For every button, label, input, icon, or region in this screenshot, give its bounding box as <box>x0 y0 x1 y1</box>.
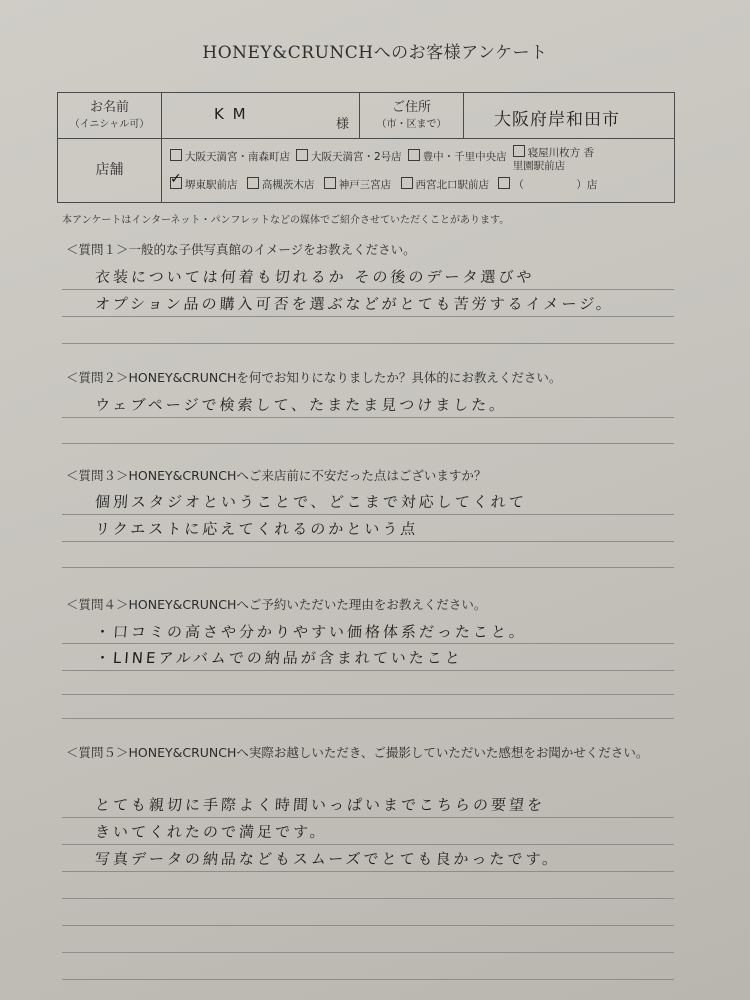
answer-rule <box>62 979 674 980</box>
shop-option-label: 寝屋川枚方 香里園駅前店 <box>512 146 595 172</box>
answer-rule <box>62 694 674 695</box>
checkbox[interactable] <box>513 145 525 157</box>
address-label: ご住所 <box>391 99 431 115</box>
answer-1-line-2: オプション品の購入可否を選ぶなどがとても苦労するイメージ。 <box>94 295 615 313</box>
answer-rule <box>62 898 674 899</box>
answer-1-line-1: 衣装については何着も切れるか その後のデータ選びや <box>94 268 536 286</box>
answer-rule <box>62 925 674 926</box>
shop-option-label: 大阪天満宮・2号店 <box>311 150 402 163</box>
answer-rule <box>62 871 674 872</box>
question-1: ＜質問１＞一般的な子供写真館のイメージをお教えください。 <box>66 242 416 257</box>
checkbox[interactable] <box>247 177 259 189</box>
shop-option[interactable] <box>296 149 402 165</box>
shop-option[interactable] <box>324 177 392 193</box>
answer-5-line-1: とても親切に手際よく時間いっぱいまでこちらの要望を <box>94 796 546 814</box>
address-sublabel: （市・区まで） <box>376 118 447 130</box>
name-value: K M <box>214 105 248 123</box>
question-5: ＜質問５＞HONEY&CRUNCHへ実際お越しいただき、ご撮影していただいた感想をお聞かせください。 <box>66 745 649 760</box>
shop-option[interactable] <box>513 145 597 173</box>
answer-4-line-2: ・LINEアルバムでの納品が含まれていたこと <box>94 649 464 667</box>
checkbox[interactable] <box>408 149 420 161</box>
answer-rule <box>62 343 674 344</box>
name-label: お名前 <box>89 99 129 115</box>
address-label-cell <box>360 93 464 139</box>
address-value-cell <box>464 93 675 139</box>
checkbox[interactable] <box>170 149 182 161</box>
name-sublabel: （イニシャル可） <box>69 118 150 130</box>
answer-rule <box>62 643 674 644</box>
shop-option-label: 神戸三宮店 <box>338 178 392 191</box>
name-suffix: 様 <box>335 117 349 132</box>
publication-notice: 本アンケートはインターネット・パンフレットなどの媒体でご紹介させていただくことがあります。 <box>62 215 510 226</box>
name-label-cell <box>58 93 162 139</box>
answer-5-line-2: きいてくれたので満足です。 <box>94 823 329 841</box>
checkbox[interactable] <box>324 177 336 189</box>
checkbox-checked[interactable] <box>170 177 182 189</box>
checkbox[interactable] <box>401 177 413 189</box>
shop-option-label: 西宮北口駅前店 <box>415 178 490 191</box>
answer-5-line-3: 写真データの納品などもスムーズでとても良かったです。 <box>94 850 561 868</box>
shop-option-label: 豊中・千里中央店 <box>422 150 507 163</box>
shop-option[interactable] <box>247 177 315 193</box>
customer-info-table <box>57 92 675 203</box>
answer-4-line-1: ・口コミの高さや分かりやすい価格体系だったこと。 <box>94 623 528 641</box>
shop-option[interactable] <box>401 177 490 193</box>
shop-option[interactable] <box>170 177 238 193</box>
shop-label: 店舗 <box>95 162 124 178</box>
question-4: ＜質問４＞HONEY&CRUNCHへご予約いただいた理由をお教えください。 <box>66 597 487 612</box>
answer-3-line-2: リクエストに応えてくれるのかという点 <box>94 520 420 538</box>
shop-option-label: 高槻茨木店 <box>261 178 315 191</box>
shop-option-label: 堺東駅前店 <box>185 178 238 191</box>
answer-rule <box>62 443 674 444</box>
shop-option[interactable] <box>498 177 597 193</box>
shop-option[interactable] <box>170 149 290 165</box>
answer-rule <box>62 567 674 568</box>
question-3: ＜質問３＞HONEY&CRUNCHへご来店前に不安だった点はございますか？ <box>66 468 487 483</box>
address-value: 大阪府岸和田市 <box>494 110 620 130</box>
shop-options <box>162 139 675 203</box>
answer-rule <box>62 670 674 671</box>
shop-option-label: 大阪天満宮・南森町店 <box>185 150 290 163</box>
checkbox[interactable] <box>498 177 510 189</box>
answer-rule <box>62 718 674 719</box>
page-title: HONEY&CRUNCHへのお客様アンケート <box>202 43 548 63</box>
answer-2-line-1: ウェブページで検索して、たまたま見つけました。 <box>94 396 508 414</box>
shop-label-cell <box>58 139 162 203</box>
shop-option-label: （ ）店 <box>513 178 598 191</box>
answer-rule <box>62 844 674 845</box>
answer-rule <box>62 514 674 515</box>
answer-rule <box>62 541 674 542</box>
checkbox[interactable] <box>296 149 308 161</box>
shop-option[interactable] <box>408 149 507 165</box>
answer-rule <box>62 417 674 418</box>
answer-rule <box>62 817 674 818</box>
answer-3-line-1: 個別スタジオということで、どこまで対応してくれて <box>94 493 528 511</box>
name-value-cell <box>162 93 360 139</box>
question-2: ＜質問２＞HONEY&CRUNCHを何でお知りになりましたか？具体的にお教えください。 <box>66 370 562 385</box>
answer-rule <box>62 952 674 953</box>
answer-rule <box>62 316 674 317</box>
answer-rule <box>62 289 674 290</box>
